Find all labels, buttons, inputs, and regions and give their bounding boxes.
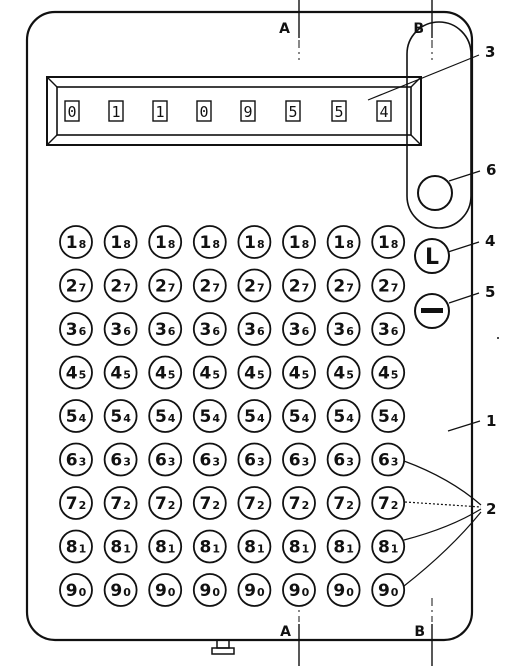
number-key[interactable]: [372, 313, 404, 345]
number-key[interactable]: [283, 487, 315, 519]
number-key[interactable]: [328, 444, 360, 476]
number-key[interactable]: [328, 574, 360, 606]
key-label: 63: [154, 450, 176, 471]
register-digit-text: 9: [243, 103, 253, 121]
register-digit: [65, 101, 79, 121]
key-label: 72: [154, 494, 176, 514]
stray-dot: [497, 337, 499, 339]
key-label: 90: [244, 581, 265, 601]
clear-key-label: L: [424, 245, 440, 270]
register-digit: [286, 101, 300, 121]
number-key[interactable]: [194, 226, 226, 258]
key-label: 45: [244, 363, 265, 384]
key-label: 18: [288, 233, 310, 253]
number-key[interactable]: [283, 400, 315, 432]
section-marks-bottom: [280, 598, 432, 666]
crank-knob[interactable]: [418, 176, 452, 210]
key-label: 81: [244, 537, 265, 558]
key-label: 81: [65, 537, 87, 558]
number-key[interactable]: [105, 226, 137, 258]
register-digit-text: 1: [155, 103, 165, 121]
register-digit-text: 5: [288, 103, 298, 121]
number-key[interactable]: [149, 270, 181, 302]
key-label: 90: [154, 581, 176, 601]
minus-bar-icon: [421, 308, 443, 313]
key-label: 81: [154, 537, 176, 558]
number-key[interactable]: [60, 574, 92, 606]
key-label: 45: [199, 363, 221, 384]
ref-register: 3: [485, 43, 496, 61]
number-key[interactable]: [238, 487, 270, 519]
number-key[interactable]: [238, 444, 270, 476]
register-digit: [109, 101, 123, 121]
leader-line-1: [448, 421, 480, 431]
key-label: 18: [154, 233, 176, 253]
number-key[interactable]: [60, 400, 92, 432]
register-digit: [197, 101, 211, 121]
key-label: 36: [333, 320, 354, 340]
key-label: 63: [377, 450, 399, 471]
number-key[interactable]: [194, 444, 226, 476]
key-label: 90: [199, 581, 221, 601]
key-label: 81: [377, 537, 399, 558]
key-label: 27: [199, 276, 221, 297]
number-key[interactable]: [238, 400, 270, 432]
register-digit: [241, 101, 255, 121]
number-key[interactable]: [149, 487, 181, 519]
number-key[interactable]: [328, 487, 360, 519]
section-label-b-bottom: B: [414, 624, 425, 640]
key-label: 81: [333, 537, 354, 558]
number-key[interactable]: [149, 574, 181, 606]
number-key[interactable]: [194, 313, 226, 345]
number-key[interactable]: [194, 357, 226, 389]
key-label: 63: [65, 450, 87, 471]
number-key[interactable]: [149, 400, 181, 432]
number-key[interactable]: [105, 487, 137, 519]
number-key[interactable]: [372, 487, 404, 519]
key-label: 54: [65, 407, 87, 427]
key-label: 36: [377, 320, 399, 340]
number-key[interactable]: [60, 531, 92, 563]
number-key[interactable]: [105, 400, 137, 432]
key-label: 81: [110, 537, 131, 558]
key-label: 36: [154, 320, 176, 340]
register-digits: [65, 101, 391, 121]
leader-line-4: [448, 242, 479, 252]
key-label: 27: [65, 276, 87, 297]
register-digit-text: 5: [334, 103, 344, 121]
number-key[interactable]: [372, 444, 404, 476]
number-key[interactable]: [105, 444, 137, 476]
key-label: 45: [288, 363, 310, 384]
number-key[interactable]: [149, 313, 181, 345]
number-key[interactable]: [149, 226, 181, 258]
register-window: [47, 77, 421, 145]
number-key[interactable]: [328, 531, 360, 563]
key-label: 45: [110, 363, 131, 384]
number-key[interactable]: [328, 400, 360, 432]
number-key[interactable]: [283, 574, 315, 606]
key-label: 54: [377, 407, 399, 427]
number-key[interactable]: [194, 400, 226, 432]
key-label: 36: [288, 320, 310, 340]
number-key[interactable]: [372, 270, 404, 302]
number-key[interactable]: [60, 444, 92, 476]
number-key[interactable]: [194, 487, 226, 519]
ref-keys: 2: [486, 500, 497, 518]
section-label-a-bottom: A: [280, 624, 291, 640]
leader-line-2a: [404, 461, 481, 505]
key-grid: [60, 226, 404, 606]
number-key[interactable]: [105, 357, 137, 389]
number-key[interactable]: [238, 357, 270, 389]
register-digit-text: 1: [111, 103, 121, 121]
key-label: 27: [288, 276, 310, 297]
key-label: 18: [244, 233, 265, 253]
number-key[interactable]: [372, 357, 404, 389]
number-key[interactable]: [283, 313, 315, 345]
key-label: 27: [110, 276, 131, 297]
key-label: 54: [333, 407, 354, 427]
ref-minus-key: 5: [485, 283, 496, 301]
key-label: 36: [199, 320, 221, 340]
key-label: 45: [377, 363, 399, 384]
register-digit-text: 0: [199, 103, 209, 121]
key-label: 72: [333, 494, 354, 514]
key-label: 27: [333, 276, 354, 297]
leader-line-2c: [404, 509, 481, 540]
ref-clear-key: 4: [485, 232, 496, 250]
key-label: 90: [333, 581, 354, 601]
key-label: 72: [110, 494, 131, 514]
key-label: 54: [110, 407, 131, 427]
number-key[interactable]: [105, 313, 137, 345]
register-digit: [332, 101, 346, 121]
key-label: 18: [333, 233, 354, 253]
key-label: 63: [333, 450, 354, 471]
key-label: 90: [65, 581, 87, 601]
leader-line-2d: [404, 512, 481, 586]
key-label: 81: [199, 537, 221, 558]
number-key[interactable]: [238, 574, 270, 606]
number-key[interactable]: [238, 531, 270, 563]
key-label: 45: [333, 363, 354, 384]
key-label: 72: [377, 494, 399, 514]
key-label: 90: [377, 581, 399, 601]
number-key[interactable]: [60, 226, 92, 258]
number-key[interactable]: [372, 574, 404, 606]
number-key[interactable]: [60, 357, 92, 389]
number-key[interactable]: [105, 574, 137, 606]
section-label-a-top: A: [279, 21, 290, 37]
number-key[interactable]: [283, 444, 315, 476]
key-label: 18: [377, 233, 399, 253]
number-key[interactable]: [194, 574, 226, 606]
number-key[interactable]: [328, 313, 360, 345]
key-label: 18: [199, 233, 221, 253]
number-key[interactable]: [238, 270, 270, 302]
register-digit-text: 4: [379, 103, 389, 121]
number-key[interactable]: [105, 531, 137, 563]
key-label: 81: [288, 537, 310, 558]
key-label: 54: [288, 407, 310, 427]
number-key[interactable]: [149, 531, 181, 563]
key-label: 90: [288, 581, 310, 601]
reference-numerals: [485, 43, 496, 518]
key-label: 63: [110, 450, 131, 471]
key-label: 54: [154, 407, 176, 427]
number-key[interactable]: [194, 531, 226, 563]
ref-crank-knob: 6: [486, 161, 497, 179]
number-key[interactable]: [149, 444, 181, 476]
number-key[interactable]: [372, 226, 404, 258]
ref-body: 1: [486, 412, 497, 430]
number-key[interactable]: [283, 226, 315, 258]
key-label: 72: [244, 494, 265, 514]
number-key[interactable]: [283, 357, 315, 389]
number-key[interactable]: [60, 487, 92, 519]
key-label: 18: [110, 233, 131, 253]
key-label: 18: [65, 233, 87, 253]
number-key[interactable]: [328, 357, 360, 389]
key-label: 72: [65, 494, 87, 514]
key-label: 45: [65, 363, 87, 384]
section-marks-top: [279, 0, 432, 60]
number-key[interactable]: [149, 357, 181, 389]
number-key[interactable]: [238, 226, 270, 258]
number-key[interactable]: [194, 270, 226, 302]
key-label: 36: [244, 320, 265, 340]
key-label: 54: [244, 407, 265, 427]
number-key[interactable]: [60, 313, 92, 345]
section-label-b-top: B: [413, 21, 424, 37]
register-digit: [377, 101, 391, 121]
number-key[interactable]: [328, 226, 360, 258]
number-key[interactable]: [372, 531, 404, 563]
number-key[interactable]: [60, 270, 92, 302]
number-key[interactable]: [238, 313, 270, 345]
minus-key[interactable]: [415, 294, 449, 328]
clear-key[interactable]: [415, 239, 449, 273]
key-label: 36: [65, 320, 87, 340]
key-label: 63: [244, 450, 265, 471]
key-label: 72: [199, 494, 221, 514]
number-key[interactable]: [283, 270, 315, 302]
key-label: 27: [244, 276, 265, 297]
register-digit-text: 0: [67, 103, 77, 121]
number-key[interactable]: [283, 531, 315, 563]
key-label: 90: [110, 581, 131, 601]
key-label: 45: [154, 363, 176, 384]
key-label: 54: [199, 407, 221, 427]
bottom-foot: [212, 640, 234, 654]
key-label: 27: [377, 276, 399, 297]
leader-line-6: [449, 171, 480, 181]
key-label: 27: [154, 276, 176, 297]
key-label: 63: [199, 450, 221, 471]
number-key[interactable]: [328, 270, 360, 302]
key-label: 72: [288, 494, 310, 514]
leader-line-2b: [405, 502, 481, 507]
register-digit: [153, 101, 167, 121]
number-key[interactable]: [105, 270, 137, 302]
leader-line-5: [449, 293, 479, 303]
key-label: 63: [288, 450, 310, 471]
number-key[interactable]: [372, 400, 404, 432]
key-label: 36: [110, 320, 131, 340]
